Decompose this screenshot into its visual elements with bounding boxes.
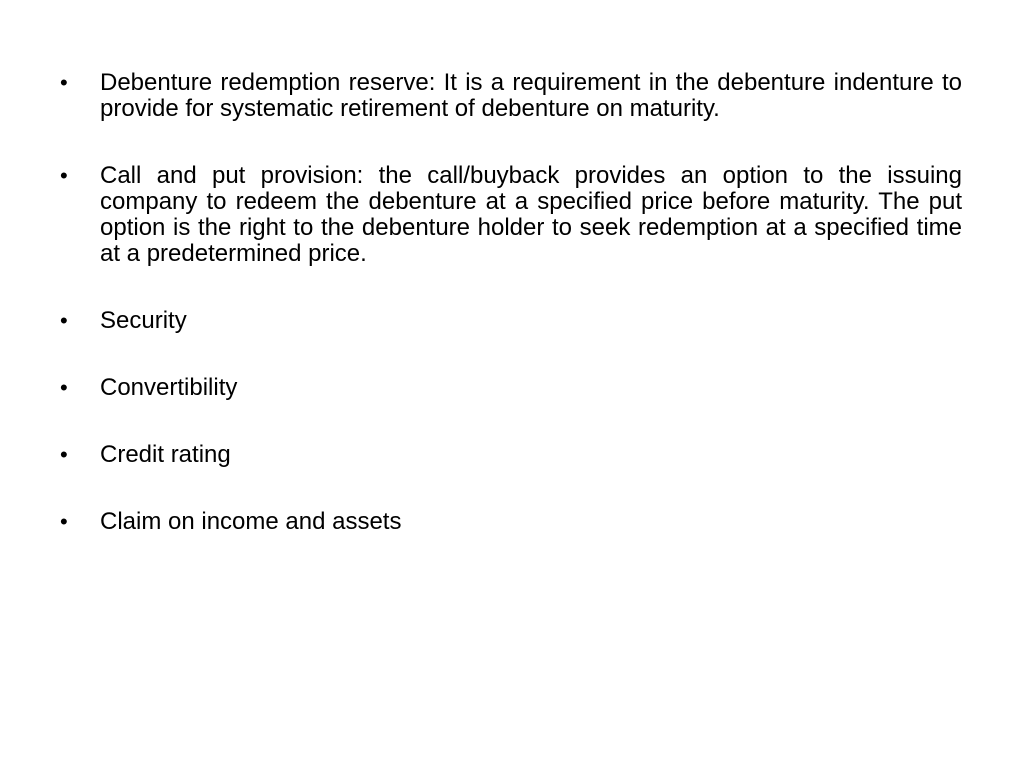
bullet-icon: • xyxy=(60,375,68,400)
bullet-icon: • xyxy=(60,509,68,534)
bullet-item-credit-rating xyxy=(60,442,962,468)
bullet-icon: • xyxy=(60,308,68,333)
bullet-icon: • xyxy=(60,163,68,188)
bullet-item-security xyxy=(60,308,962,334)
bullet-item-convertibility xyxy=(60,375,962,401)
bullet-item-debenture-redemption-reserve xyxy=(60,70,962,122)
bullet-text: Debenture redemption reserve: It is a requirement in the debenture indenture to provide for systematic retirement of debenture on maturity. xyxy=(100,69,962,122)
bullet-item-claim-on-income-and-assets xyxy=(60,509,962,535)
bullet-icon: • xyxy=(60,442,68,467)
bullet-text: Convertibility xyxy=(100,374,238,401)
bullet-text: Claim on income and assets xyxy=(100,508,402,535)
bullet-item-call-and-put-provision xyxy=(60,163,962,267)
bullet-icon: • xyxy=(60,70,68,95)
bullet-text: Security xyxy=(100,307,187,334)
bullet-list xyxy=(60,70,962,576)
bullet-text: Call and put provision: the call/buyback provides an option to the issuing company to redeem the debenture at a specified price before maturity. The put option is the right to the debenture holder to seek redemption at a specified time at a predetermined price. xyxy=(100,162,962,267)
bullet-text: Credit rating xyxy=(100,441,231,468)
